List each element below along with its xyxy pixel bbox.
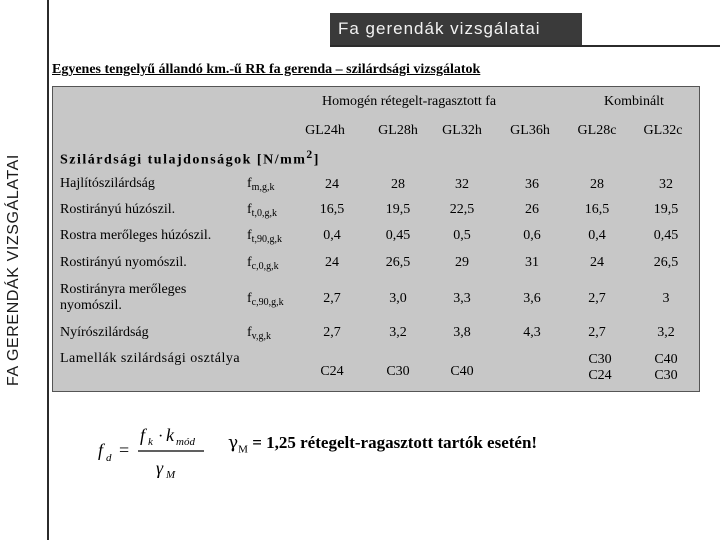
table-cell: 2,7 bbox=[323, 291, 341, 306]
formula-num-k: k bbox=[148, 436, 153, 448]
lamella-cell: C40 bbox=[450, 364, 474, 379]
table-cell: 0,4 bbox=[588, 228, 606, 243]
table-cell: 2,7 bbox=[588, 325, 606, 340]
row-label: Rostirányú nyomószil. bbox=[60, 255, 187, 270]
table-cell: 3 bbox=[662, 291, 670, 306]
table-cell: 2,7 bbox=[323, 325, 341, 340]
group-header-kombinalt: Kombinált bbox=[604, 94, 664, 109]
table-cell: 32 bbox=[455, 177, 469, 192]
properties-heading bbox=[60, 148, 320, 169]
sidebar bbox=[0, 0, 48, 540]
table-cell: 29 bbox=[455, 255, 469, 270]
column-header: GL28h bbox=[378, 123, 418, 138]
row-symbol bbox=[247, 291, 284, 308]
table-cell: 24 bbox=[590, 255, 604, 270]
table-cell: 0,6 bbox=[523, 228, 541, 243]
row-label: Hajlítószilárdság bbox=[60, 176, 155, 191]
table-cell: 3,3 bbox=[453, 291, 471, 306]
row-symbol-sub: m,g,k bbox=[251, 182, 275, 193]
formula-num-kmod: k bbox=[166, 425, 174, 445]
table-cell: 24 bbox=[325, 255, 339, 270]
table-cell: 28 bbox=[391, 177, 405, 192]
lamella-cell: C24 bbox=[320, 364, 344, 379]
row-label: Rostirányú húzószil. bbox=[60, 202, 176, 217]
table-cell: 28 bbox=[590, 177, 604, 192]
table-cell: 3,6 bbox=[523, 291, 541, 306]
slide-title-text: Fa gerendák vizsgálatai bbox=[338, 19, 541, 38]
formula-dot: · bbox=[158, 428, 164, 445]
column-header: GL28c bbox=[577, 123, 617, 138]
row-symbol-sub: c,0,g,k bbox=[251, 261, 279, 272]
partial-factor-note bbox=[228, 433, 537, 455]
column-header: GL32c bbox=[643, 123, 683, 138]
row-symbol bbox=[247, 202, 277, 219]
formula-den-gamma: γ bbox=[156, 458, 164, 478]
lamella-cell: C30 bbox=[386, 364, 410, 379]
table-cell: 24 bbox=[325, 177, 339, 192]
row-symbol-f: f bbox=[247, 325, 252, 340]
table-cell: 16,5 bbox=[319, 202, 345, 217]
gamma-sub: M bbox=[238, 443, 248, 456]
table-cell: 36 bbox=[525, 177, 539, 192]
row-symbol-sub: v,g,k bbox=[251, 331, 272, 342]
row-symbol bbox=[247, 176, 274, 193]
table-cell: 3,8 bbox=[453, 325, 471, 340]
table-cell: 3,2 bbox=[389, 325, 407, 340]
row-symbol-f: f bbox=[247, 228, 252, 243]
slide-title bbox=[330, 13, 582, 45]
formula-num-kmod-sub: mód bbox=[176, 436, 195, 448]
title-underline bbox=[330, 45, 720, 47]
formula-den-sub: M bbox=[166, 469, 176, 481]
lamella-class-label: Lamellák szilárdsági osztálya bbox=[60, 351, 241, 366]
row-symbol-sub: c,90,g,k bbox=[251, 297, 284, 308]
properties-heading-text: Szilárdsági tulajdonságok [N/mm bbox=[60, 152, 307, 168]
table-cell: 26,5 bbox=[385, 255, 411, 270]
lamella-cell: C30 C24 bbox=[588, 352, 612, 383]
row-label: Rostra merőleges húzószil. bbox=[60, 228, 212, 243]
column-header: GL32h bbox=[442, 123, 482, 138]
table-cell: 0,45 bbox=[653, 228, 679, 243]
design-strength-formula bbox=[92, 414, 222, 484]
table-cell: 3,2 bbox=[657, 325, 675, 340]
lamella-cell: C40 C30 bbox=[654, 352, 678, 383]
table-cell: 19,5 bbox=[653, 202, 679, 217]
row-symbol-f: f bbox=[247, 255, 252, 270]
table-cell: 2,7 bbox=[588, 291, 606, 306]
table-cell: 3,0 bbox=[389, 291, 407, 306]
table-cell: 22,5 bbox=[449, 202, 475, 217]
row-label: Rostirányra merőleges nyomószil. bbox=[60, 282, 187, 313]
group-header-homogen: Homogén rétegelt-ragasztott fa bbox=[322, 94, 497, 109]
table-cell: 19,5 bbox=[385, 202, 411, 217]
row-symbol-sub: t,0,g,k bbox=[251, 208, 277, 219]
row-symbol-sub: t,90,g,k bbox=[251, 234, 282, 245]
table-cell: 26,5 bbox=[653, 255, 679, 270]
formula-equals: = bbox=[119, 440, 130, 460]
row-symbol bbox=[247, 228, 282, 245]
column-header: GL24h bbox=[305, 123, 345, 138]
row-symbol-f: f bbox=[247, 176, 252, 191]
gamma-note-text: = 1,25 rétegelt-ragasztott tartók esetén! bbox=[247, 433, 538, 452]
properties-heading-end: ] bbox=[313, 152, 320, 168]
row-symbol bbox=[247, 325, 271, 342]
sidebar-vertical-title: FA GERENDÁK VIZSGÁLATAI bbox=[5, 154, 22, 386]
sidebar-divider bbox=[47, 0, 49, 540]
row-symbol bbox=[247, 255, 279, 272]
table-cell: 0,45 bbox=[385, 228, 411, 243]
subtitle: Egyenes tengelyű állandó km.-ű RR fa gerenda – szilárdsági vizsgálatok bbox=[52, 62, 481, 77]
formula-lhs-sub: d bbox=[106, 452, 112, 464]
row-symbol-f: f bbox=[247, 291, 252, 306]
properties-heading-sup: 2 bbox=[306, 148, 314, 161]
row-label: Nyírószilárdság bbox=[60, 325, 149, 340]
column-header: GL36h bbox=[510, 123, 550, 138]
table-cell: 4,3 bbox=[523, 325, 541, 340]
formula-lhs: f bbox=[98, 440, 104, 460]
table-cell: 31 bbox=[525, 255, 539, 270]
gamma-symbol: γ bbox=[228, 433, 239, 453]
formula-num-f: f bbox=[140, 425, 146, 445]
table-cell: 32 bbox=[659, 177, 673, 192]
table-cell: 26 bbox=[525, 202, 539, 217]
table-cell: 0,4 bbox=[323, 228, 341, 243]
row-symbol-f: f bbox=[247, 202, 252, 217]
table-cell: 0,5 bbox=[453, 228, 471, 243]
table-cell: 16,5 bbox=[584, 202, 610, 217]
